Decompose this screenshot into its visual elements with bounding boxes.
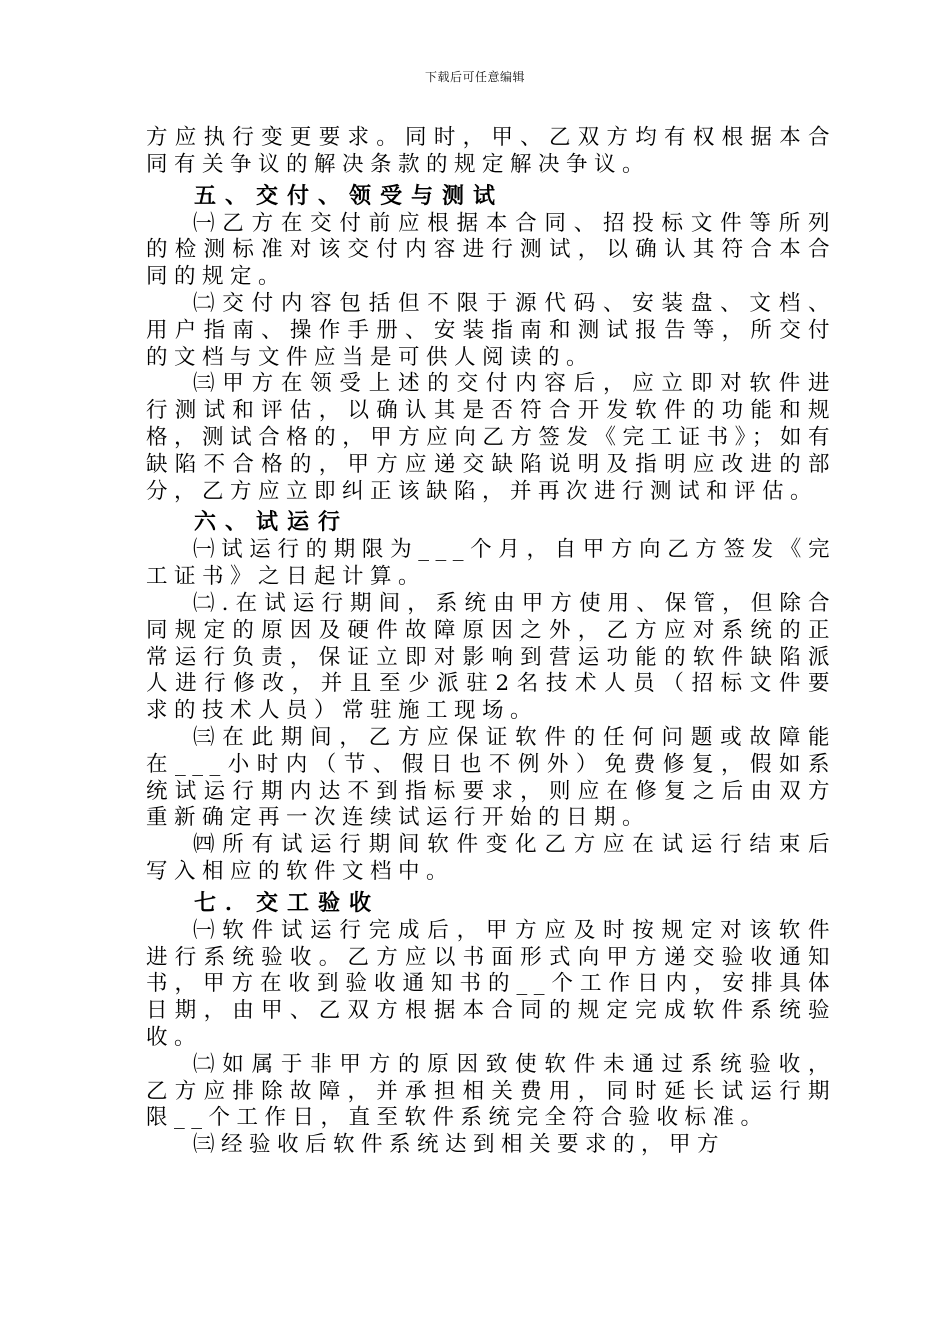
paragraph-acceptance-3: ㈢经验收后软件系统达到相关要求的，甲方	[193, 1132, 726, 1158]
header-note: 下载后可任意编辑	[424, 70, 525, 84]
section-heading-acceptance: 七．交工验收	[194, 890, 381, 916]
paragraph-delivery-3: ㈢甲方在领受上述的交付内容后，应立即对软件进行测试和评估，以确认其是否符合开发软件的功能和规格，测试合格的，甲方应向乙方签发《完工证书》；如有缺陷不合格的，甲方应递交缺陷说明及指明应改进的部分，乙方应立即纠正该缺陷，并再次进行测试和评估。	[146, 371, 836, 504]
contract-body	[146, 125, 836, 1159]
paragraph-dispute-continuation: 方应执行变更要求。同时，甲、乙双方均有权根据本合同有关争议的解决条款的规定解决争议。	[146, 125, 836, 177]
paragraph-trial-3: ㈢在此期间，乙方应保证软件的任何问题或故障能在___小时内（节、假日也不例外）免费修复，假如系统试运行期内达不到指标要求，则应在修复之后由双方重新确定再一次连续试运行开始的日期。	[146, 724, 836, 831]
paragraph-delivery-1: ㈠乙方在交付前应根据本合同、招投标文件等所列的检测标准对该交付内容进行测试，以确认其符合本合同的规定。	[146, 210, 836, 290]
paragraph-trial-4: ㈣所有试运行期间软件变化乙方应在试运行结束后写入相应的软件文档中。	[146, 832, 836, 884]
section-heading-trial-run: 六、试运行	[194, 510, 350, 536]
section-heading-delivery: 五、交付、领受与测试	[194, 183, 505, 209]
paragraph-trial-1: ㈠试运行的期限为___个月，自甲方向乙方签发《完工证书》之日起计算。	[146, 537, 836, 590]
paragraph-acceptance-2: ㈡如属于非甲方的原因致使软件未通过系统验收，乙方应排除故障，并承担相关费用，同时延长试运行期限__个工作日，直至软件系统完全符合验收标准。	[146, 1051, 836, 1131]
paragraph-trial-2: ㈡.在试运行期间，系统由甲方使用、保管，但除合同规定的原因及硬件故障原因之外，乙方应对系统的正常运行负责，保证立即对影响到营运功能的软件缺陷派人进行修改，并且至少派驻2名技术人员（招标文件要求的技术人员）常驻施工现场。	[146, 590, 836, 724]
paragraph-acceptance-1: ㈠软件试运行完成后，甲方应及时按规定对该软件进行系统验收。乙方应以书面形式向甲方递交验收通知书，甲方在收到验收通知书的__个工作日内，安排具体日期，由甲、乙双方根据本合同的规定完成软件系统验收。	[146, 917, 836, 1050]
paragraph-delivery-2: ㈡交付内容包括但不限于源代码、安装盘、文档、用户指南、操作手册、安装指南和测试报告等，所交付的文档与文件应当是可供人阅读的。	[146, 290, 836, 370]
